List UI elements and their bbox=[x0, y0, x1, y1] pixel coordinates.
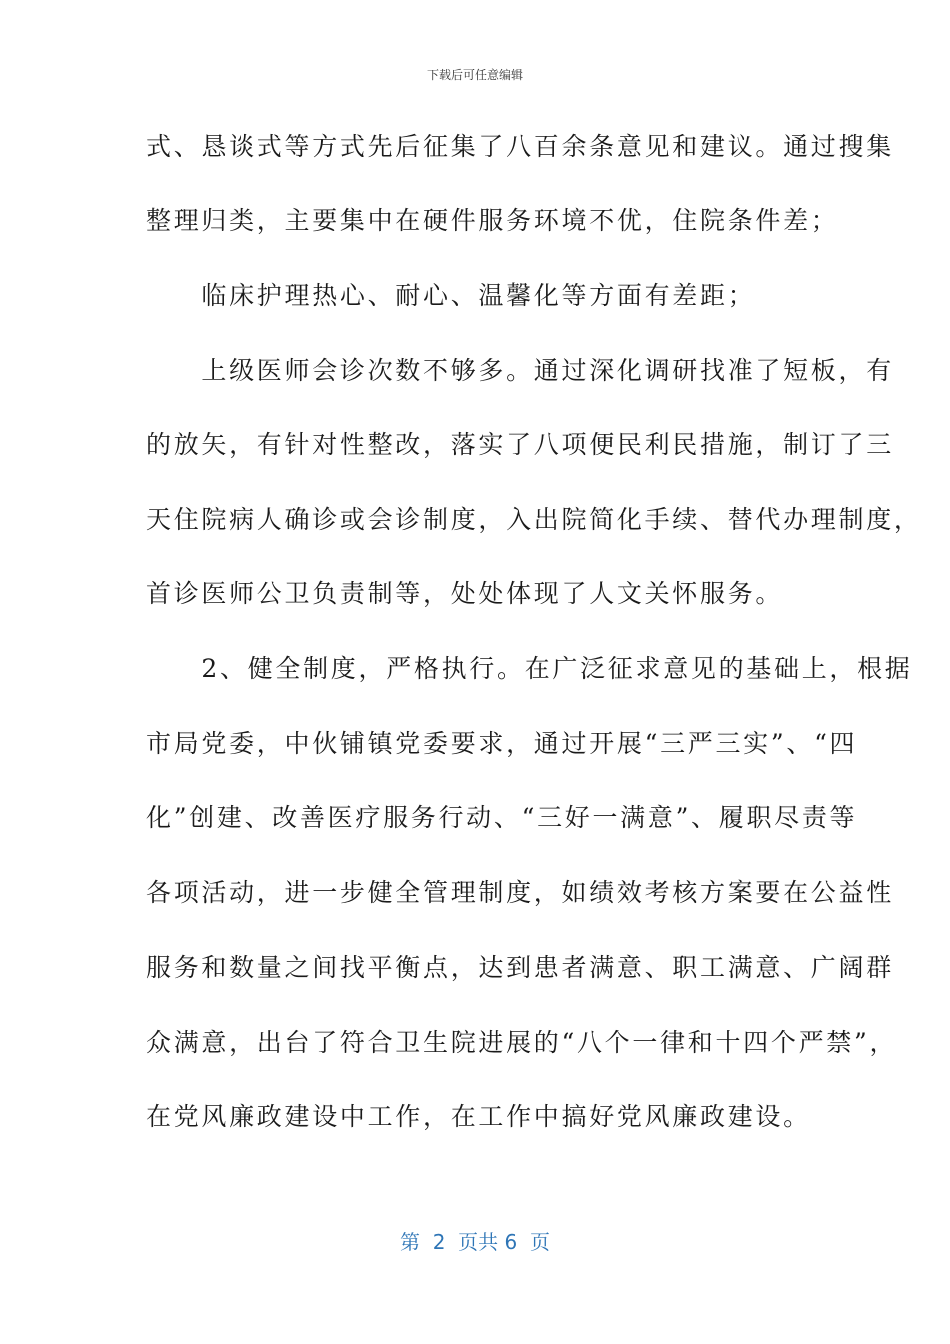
body-line: 整理归类，主要集中在硬件服务环境不优，住院条件差； bbox=[146, 206, 839, 235]
body-line: 市局党委，中伙铺镇党委要求，通过开展“三严三实”、“四 bbox=[146, 729, 858, 758]
body-line: 首诊医师公卫负责制等，处处体现了人文关怀服务。 bbox=[146, 579, 784, 608]
page-number-footer: 第 2 页共 6 页 bbox=[400, 1230, 550, 1254]
body-line: 的放矢，有针对性整改，落实了八项便民利民措施，制订了三 bbox=[146, 430, 894, 459]
body-line: 天住院病人确诊或会诊制度，入出院简化手续、替代办理制度， bbox=[146, 505, 922, 534]
body-line: 在党风廉政建设中工作，在工作中搞好党风廉政建设。 bbox=[146, 1102, 811, 1131]
body-line: 式、恳谈式等方式先后征集了八百余条意见和建议。通过搜集 bbox=[146, 132, 894, 161]
body-line: 2、健全制度，严格执行。在广泛征求意见的基础上，根据 bbox=[146, 654, 913, 683]
body-line: 众满意，出台了符合卫生院进展的“八个一律和十四个严禁”， bbox=[146, 1028, 898, 1057]
header-note: 下载后可任意编辑 bbox=[426, 68, 523, 82]
body-line: 化”创建、改善医疗服务行动、“三好一满意”、履职尽责等 bbox=[146, 803, 858, 832]
body-line: 各项活动，进一步健全管理制度，如绩效考核方案要在公益性 bbox=[146, 878, 894, 907]
body-line: 上级医师会诊次数不够多。通过深化调研找准了短板，有 bbox=[146, 356, 894, 385]
body-line: 临床护理热心、耐心、温馨化等方面有差距； bbox=[146, 281, 756, 310]
body-line: 服务和数量之间找平衡点，达到患者满意、职工满意、广阔群 bbox=[146, 953, 894, 982]
